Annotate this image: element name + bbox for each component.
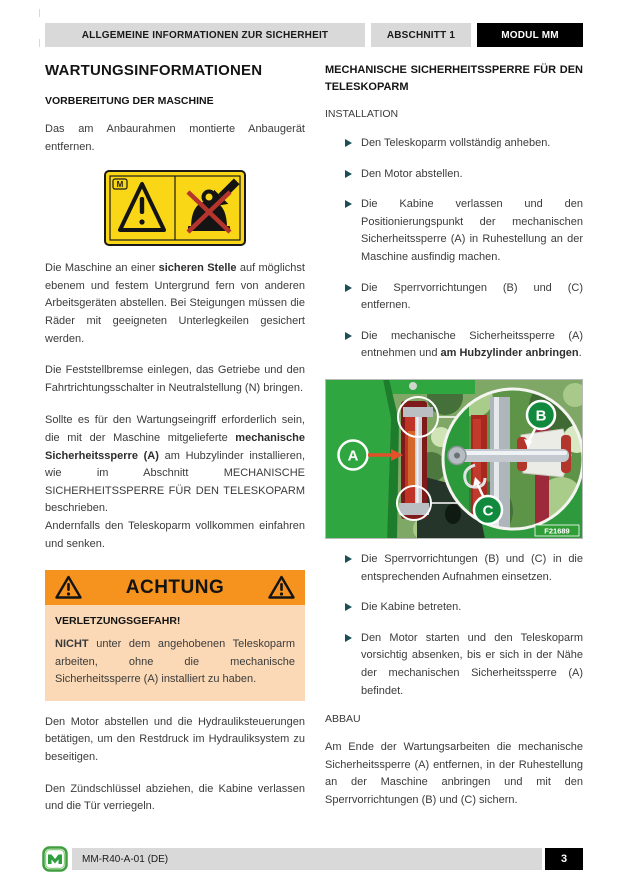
list-item: Den Teleskoparm vollständig anheben. [345,135,583,153]
crush-hazard-sticker-image [104,170,246,246]
header-chapter-tab: ABSCHNITT 1 [371,23,471,47]
paragraph: Die Feststellbremse einlegen, das Getriebe und den Fahrtrichtungsschalter in Neutralstellung (N) bringen. [45,364,305,394]
installation-heading: INSTALLATION [325,108,399,120]
svg-text:M: M [116,180,124,190]
svg-text:C: C [482,502,494,520]
list-item: Die Sperrvorrichtungen (B) und (C) entfernen. [345,280,583,315]
bullet-triangle-icon [345,332,352,340]
post-figure-steps-list [325,551,583,700]
brand-logo-icon [42,846,68,872]
bullet-triangle-icon [345,555,352,563]
page-number-badge: 3 [545,848,583,870]
right-column [325,55,583,830]
bullet-triangle-icon [345,634,352,642]
abbau-heading: ABBAU [325,713,361,726]
achtung-body [45,605,305,701]
bullet-triangle-icon [345,170,352,178]
safety-lock-figure-image [325,379,583,539]
header-module-tab: MODUL MM [477,23,583,47]
installation-steps-list [325,135,583,363]
svg-text:B: B [535,407,547,425]
crop-mark [39,39,40,47]
paragraph: Den Zündschlüssel abziehen, die Kabine verlassen und die Tür verriegeln. [45,782,305,813]
bullet-triangle-icon [345,200,352,208]
achtung-subtitle: VERLETZUNGSGEFAHR! [55,615,181,628]
svg-text:A: A [347,447,359,465]
section-heading-sicherheitssperre: MECHANISCHE SICHERHEITSSPERRE FÜR DEN TELESKOPARM [325,64,583,93]
page-body [45,55,583,830]
achtung-header [45,570,305,605]
bullet-triangle-icon [345,139,352,147]
bullet-triangle-icon [345,284,352,292]
page-header [45,23,583,47]
figure-code-badge [535,525,579,536]
achtung-warning-box [45,570,305,701]
paragraph: Das am Anbaurahmen montierte Anbaugerät entfernen. [45,123,305,153]
page-title: WARTUNGSINFORMATIONEN [45,62,263,79]
achtung-text: NICHT unter dem angehobenen Teleskoparm arbeiten, ohne die mechanische Sicherheitssperre (A) installiert zu haben. [55,638,295,686]
paragraph: Andernfalls den Teleskoparm vollkommen einfahren und senken. [45,519,305,550]
left-column [45,55,305,830]
header-section-tab: ALLGEMEINE INFORMATIONEN ZUR SICHERHEIT [45,23,365,47]
list-item: Den Motor starten und den Teleskoparm vorsichtig absenken, bis er sich in der Nähe der mechanischen Sicherheitssperre (A) befindet. [345,630,583,700]
footer-doc-code: MM-R40-A-01 (DE) [72,848,542,870]
svg-text:F21689: F21689 [544,526,570,536]
warning-triangle-icon [268,575,295,600]
list-item: Die mechanische Sicherheitssperre (A) entnehmen und am Hubzylinder anbringen. [345,328,583,363]
list-item: Die Sperrvorrichtungen (B) und (C) in die entsprechenden Aufnahmen einsetzen. [345,551,583,586]
achtung-title: ACHTUNG [125,576,225,598]
list-item: Den Motor abstellen. [345,166,583,184]
page-footer [42,846,583,872]
list-item: Die Kabine verlassen und den Positionierungspunkt der mechanischen Sicherheitssperre (A) in Ruhestellung an der Maschine ausfindig machen. [345,196,583,266]
paragraph: Den Motor abstellen und die Hydrauliksteuerungen betätigen, um den Restdruck im Hydrauliksystem zu beseitigen. [45,715,305,764]
section-heading-vorbereitung: VORBEREITUNG DER MASCHINE [45,95,214,107]
crop-mark [39,9,40,17]
list-item: Die Kabine betreten. [345,599,583,617]
bullet-triangle-icon [345,603,352,611]
paragraph: Sollte es für den Wartungseingriff erforderlich sein, die mit der Maschine mitgelieferte mechanische Sicherheitssperre (A) am Hubzylinder installieren, wie im Abschnitt MECHANISCHE SICHERHEITSSPERRE FÜR DEN TELESKOPARM beschrieben. [45,414,305,515]
paragraph: Am Ende der Wartungsarbeiten die mechanische Sicherheitssperre (A) entfernen, in der Ruhestellung an der Maschine anbringen und mit den Sperrvorrichtungen (B) und (C) sichern. [325,741,583,806]
paragraph: Die Maschine an einer sicheren Stelle auf möglichst ebenem und festem Untergrund fern von anderen Arbeitsgeräten abstellen. Bei Steigungen müssen die Räder mit geeigneten Unterlegkeilen gesichert werden. [45,262,305,345]
warning-triangle-icon [55,575,82,600]
